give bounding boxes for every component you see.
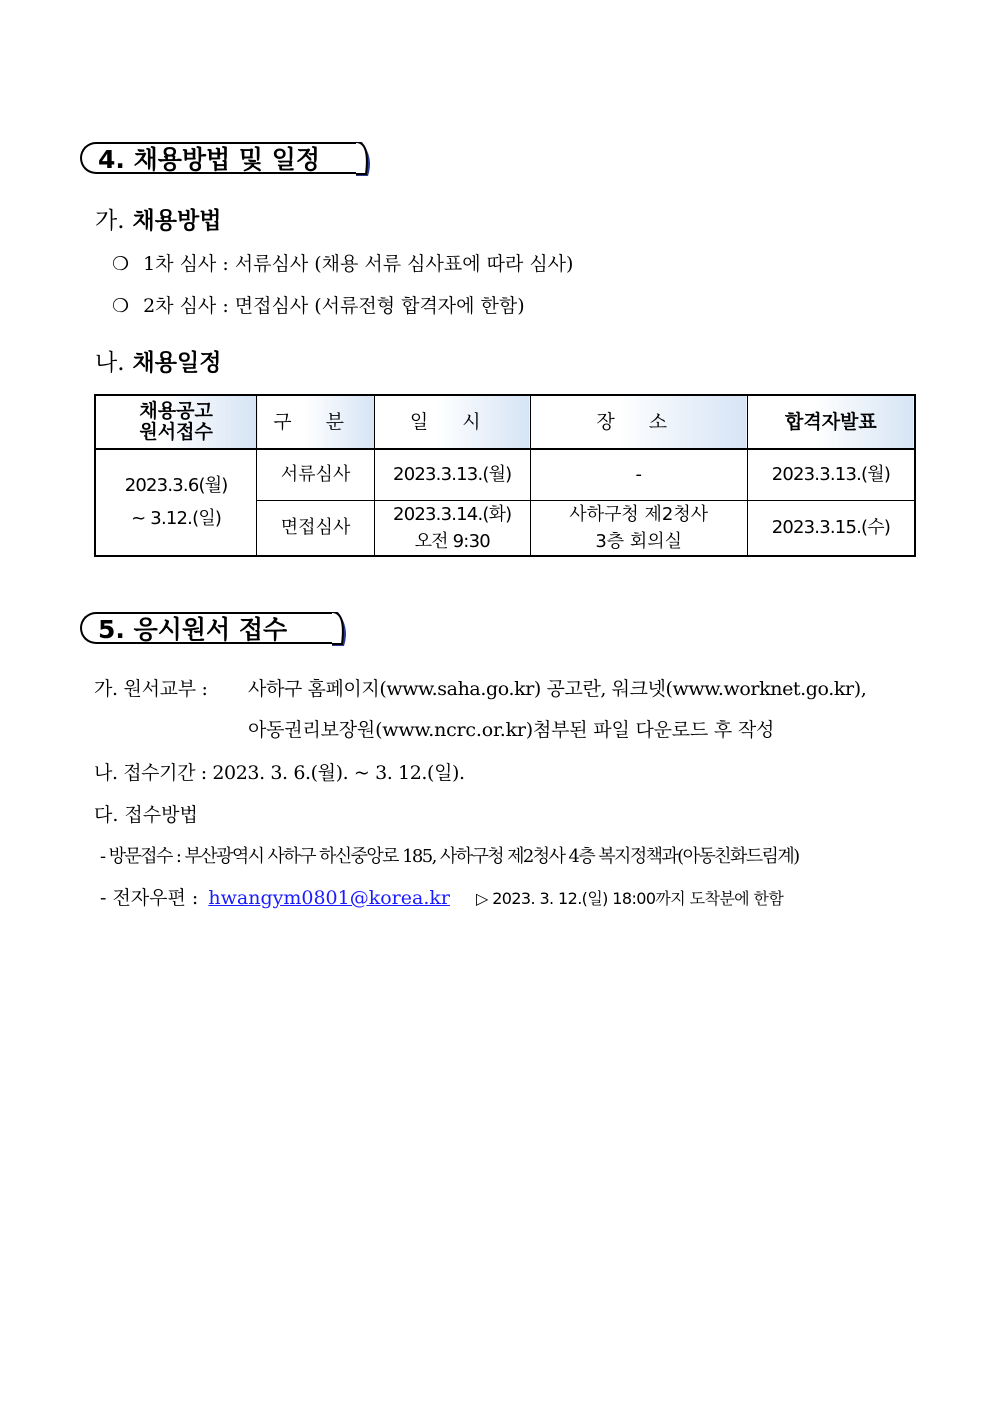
email-receipt [100, 883, 783, 910]
method-item-1-text: 1차 심사 : 서류심사 (채용 서류 심사표에 따라 심사) [143, 253, 574, 275]
header-announce: 합격자발표 [747, 395, 915, 449]
type-cell: 서류심사 [257, 449, 375, 500]
circle-bullet-icon: ❍ [112, 295, 130, 317]
subsection-a-heading [95, 202, 221, 235]
header-type: 구 분 [257, 395, 375, 449]
announce-cell: 2023.3.13.(월) [747, 449, 915, 500]
datetime-cell: 2023.3.13.(월) [374, 449, 530, 500]
visit-receipt: - 방문접수 : 부산광역시 사하구 하신중앙로 185, 사하구청 제2청사 4층 복지정책과(아동친화드림계) [100, 846, 799, 867]
method-item-2 [112, 291, 525, 318]
receipt-period: 나. 접수기간 : 2023. 3. 6.(월). ~ 3. 12.(일). [94, 762, 465, 784]
email-note: ▷ 2023. 3. 12.(일) 18:00까지 도착분에 한함 [476, 889, 784, 908]
table-header-row [95, 395, 915, 449]
period-line1: 2023.3.6(월) [124, 475, 228, 497]
subsection-b-title: 채용일정 [132, 350, 222, 376]
header-period-line2: 원서접수 [139, 421, 213, 443]
header-period-line1: 채용공고 [139, 400, 213, 422]
header-place: 장 소 [530, 395, 747, 449]
period-cell [95, 449, 257, 556]
place-line2: 3층 회의실 [595, 530, 683, 552]
distribution-line2: 아동권리보장원(www.ncrc.or.kr)첨부된 파일 다운로드 후 작성 [248, 719, 775, 741]
email-link[interactable]: hwangym0801@korea.kr [208, 887, 450, 909]
datetime-line2: 오전 9:30 [414, 530, 490, 552]
datetime-line1: 2023.3.14.(화) [393, 503, 512, 525]
schedule-table [94, 394, 916, 557]
header-datetime: 일 시 [374, 395, 530, 449]
section-5-title: 5. 응시원서 접수 [80, 612, 334, 644]
place-line1: 사하구청 제2청사 [569, 503, 709, 525]
distribution-label: 가. 원서교부 : [94, 678, 208, 700]
table-row [95, 449, 915, 500]
method-item-2-text: 2차 심사 : 면접심사 (서류전형 합격자에 한함) [143, 295, 525, 317]
tab-curve-icon [332, 612, 354, 652]
period-line2: ~ 3.12.(일) [131, 508, 222, 530]
circle-bullet-icon: ❍ [112, 253, 130, 275]
announce-cell: 2023.3.15.(수) [747, 500, 915, 556]
subsection-a-num: 가. [95, 208, 125, 234]
method-item-1 [112, 249, 573, 276]
distribution-line1: 사하구 홈페이지(www.saha.go.kr) 공고란, 워크넷(www.worknet.go.kr), [248, 678, 867, 700]
subsection-b-num: 나. [95, 350, 125, 376]
receipt-method-heading: 다. 접수방법 [94, 804, 198, 826]
datetime-cell [374, 500, 530, 556]
email-label: - 전자우편 : [100, 887, 199, 909]
type-cell: 면접심사 [257, 500, 375, 556]
subsection-b-heading [95, 344, 221, 377]
place-cell [530, 500, 747, 556]
tab-curve-icon [356, 142, 378, 182]
subsection-a-title: 채용방법 [132, 208, 222, 234]
section-4-title: 4. 채용방법 및 일정 [80, 142, 358, 174]
header-period [95, 395, 257, 449]
place-cell: - [530, 449, 747, 500]
